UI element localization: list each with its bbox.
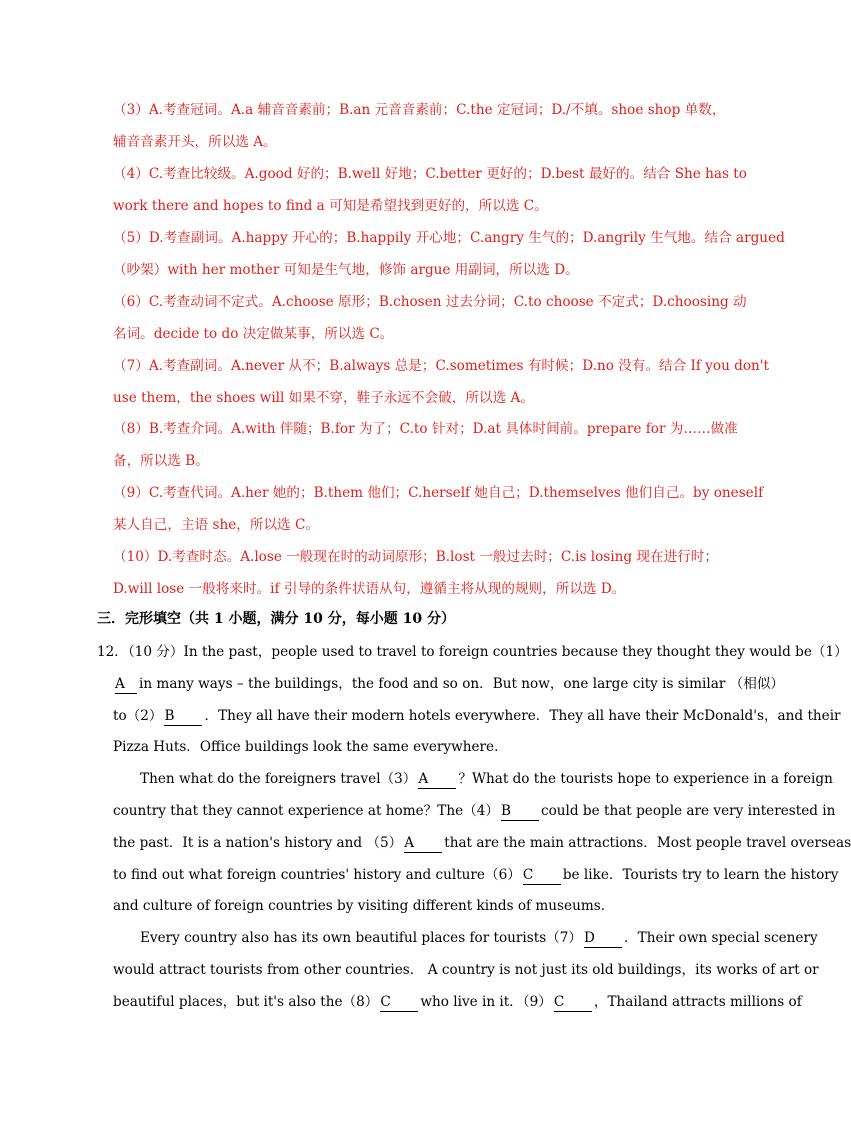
question-text: be like．Tourists try to learn the history (562, 867, 839, 883)
answer-10-line-1: （10）D.考查时态。A.lose 一般现在时的动词原形；B.lost 一般过去时；C.is losing 现在进行时； (113, 549, 718, 565)
answer-blank-4: B (501, 802, 539, 821)
question-line-5 (140, 767, 833, 791)
question-text: the past．It is a nation's history and （5） (113, 835, 403, 851)
question-text: ？What do the tourists hope to experience in a foreign (458, 771, 833, 787)
question-text: to find out what foreign countries' history and culture（6） (113, 867, 521, 883)
question-line-7 (113, 831, 851, 855)
question-line-10 (140, 926, 818, 950)
answer-6-line-2: 名词。decide to do 决定做某事，所以选 C。 (113, 326, 394, 342)
question-text: country that they cannot experience at home？The（4） (113, 803, 499, 819)
question-number: 12．（10 分） (97, 644, 184, 660)
answer-blank-8: C (380, 993, 418, 1012)
question-text: ．They all have their modern hotels everywhere．They all have their McDonald's，and their (204, 708, 841, 724)
question-line-4: Pizza Huts．Office buildings look the same everywhere． (113, 739, 508, 755)
answer-9-line-1: （9）C.考查代词。A.her 她的；B.them 他们；C.herself 她自己；D.themselves 他们自己。by oneself (113, 485, 764, 501)
answer-3-line-2: 辅音音素开头，所以选 A。 (113, 134, 277, 150)
section-heading: 三．完形填空（共 1 小题，满分 10 分，每小题 10 分） (97, 611, 455, 627)
answer-blank-6: C (523, 866, 561, 885)
answer-4-line-2: work there and hopes to find a 可知是希望找到更好的，所以选 C。 (113, 198, 548, 214)
answer-10-line-2: D.will lose 一般将来时。if 引导的条件状语从句，遵循主将从现的规则，所以选 D。 (113, 581, 626, 597)
question-line-6 (113, 799, 836, 823)
answer-blank-5: A (404, 834, 442, 853)
answer-blank-9: C (554, 993, 592, 1012)
answer-9-line-2: 某人自己，主语 she，所以选 C。 (113, 517, 319, 533)
answer-5-line-1: （5）D.考查副词。A.happy 开心的；B.happily 开心地；C.angry 生气的；D.angrily 生气地。结合 argued (113, 230, 785, 246)
answer-4-line-1: （4）C.考查比较级。A.good 好的；B.well 好地；C.better 更好的；D.best 最好的。结合 She has to (113, 166, 747, 182)
answer-3-line-1: （3）A.考查冠词。A.a 辅音音素前；B.an 元音音素前；C.the 定冠词；D./不填。shoe shop 单数， (113, 102, 726, 118)
answer-7-line-2: use them，the shoes will 如果不穿，鞋子永远不会破，所以选 A。 (113, 390, 534, 406)
question-text: that are the main attractions．Most people travel overseas (444, 835, 851, 851)
question-text: in many ways – the buildings，the food and so on．But now，one large city is similar （相似） (139, 676, 785, 692)
question-line-12 (113, 990, 802, 1014)
answer-blank-2: B (164, 707, 202, 726)
question-line-9: and culture of foreign countries by visiting different kinds of museums． (113, 898, 615, 914)
question-line-8 (113, 863, 839, 887)
question-line-3 (113, 704, 841, 728)
answer-blank-3: A (418, 770, 456, 789)
answer-7-line-1: （7）A.考查副词。A.never 从不；B.always 总是；C.sometimes 有时候；D.no 没有。结合 If you don't (113, 358, 770, 374)
question-text: to（2） (113, 708, 163, 724)
question-line-11: would attract tourists from other countries． A country is not just its old buildings，its works of art or (113, 962, 819, 978)
answer-8-line-2: 备，所以选 B。 (113, 453, 209, 469)
question-text: ．Their own special scenery (624, 930, 818, 946)
answer-blank-1: A (115, 675, 137, 694)
question-text: Then what do the foreigners travel（3） (140, 771, 417, 787)
question-text: beautiful places，but it's also the（8） (113, 994, 379, 1010)
question-line-1 (97, 640, 848, 664)
answer-5-line-2: （吵架）with her mother 可知是生气地，修饰 argue 用副词，所以选 D。 (113, 262, 579, 278)
question-text: Every country also has its own beautiful places for tourists（7） (140, 930, 583, 946)
question-text: ，Thailand attracts millions of (593, 994, 802, 1010)
answer-8-line-1: （8）B.考查介词。A.with 伴随；B.for 为了；C.to 针对；D.at 具体时间前。prepare for 为……做准 (113, 421, 738, 437)
answer-blank-7: D (584, 929, 622, 948)
question-text: could be that people are very interested in (540, 803, 836, 819)
question-text: who live in it．（9） (420, 994, 552, 1010)
answer-6-line-1: （6）C.考查动词不定式。A.choose 原形；B.chosen 过去分词；C.to choose 不定式；D.choosing 动 (113, 294, 747, 310)
question-line-2 (113, 672, 785, 696)
question-text: In the past，people used to travel to foreign countries because they thought they would be（1） (183, 644, 848, 660)
